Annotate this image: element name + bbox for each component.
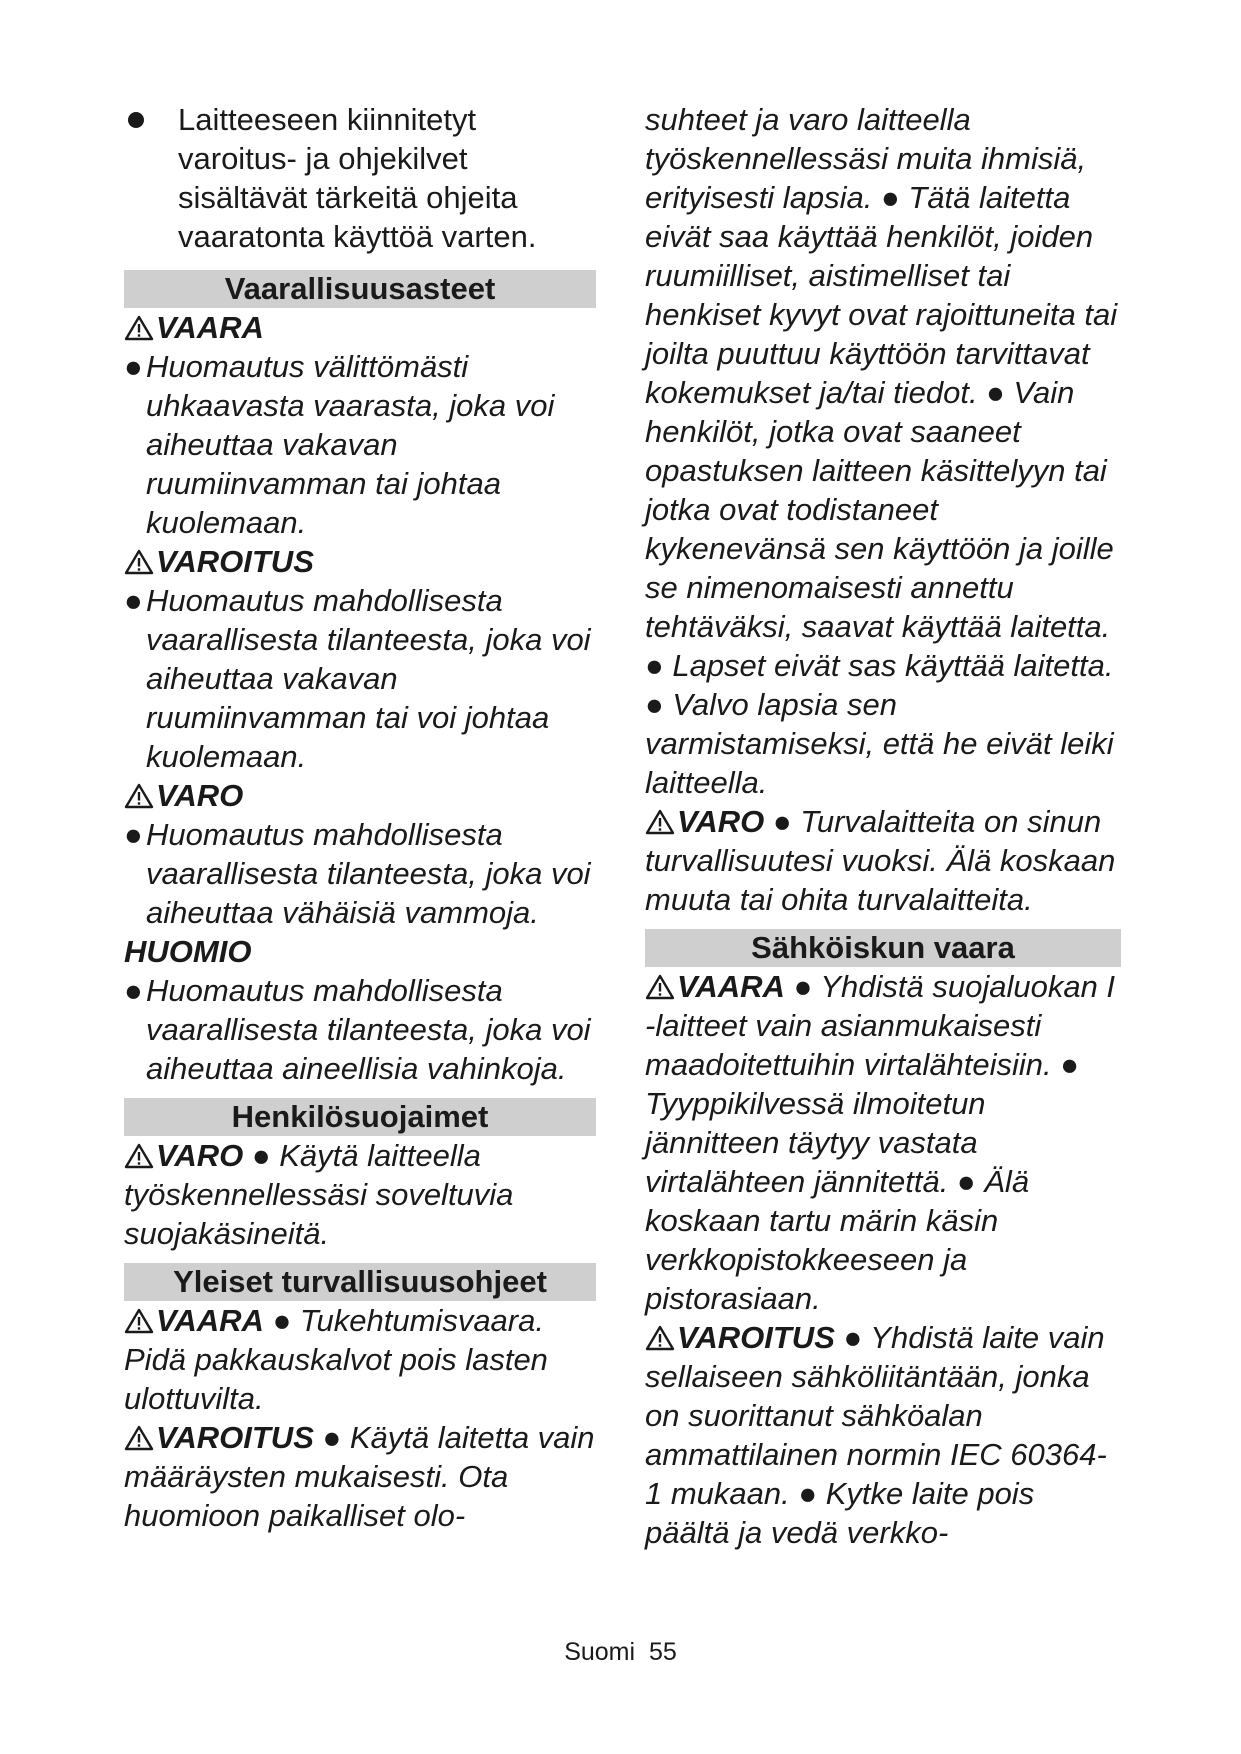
left-column (124, 100, 596, 1535)
vaara-description: ● Huomautus välittömästi uhkaavasta vaarasta, joka voi aiheuttaa vakavan ruumiinvamman tai johtaa kuolemaan. (124, 349, 555, 540)
shock-varoitus-paragraph: VAROITUS ● Yhdistä laite vain sellaiseen sähköliitäntään, jonka on suorittanut sähköalan ammattilainen normin IEC 60364-1 mukaan. ● Kytke laite pois päältä ja vedä verkko- (645, 1320, 1107, 1550)
signal-varo: VARO (124, 776, 596, 815)
page-footer (0, 1637, 1241, 1667)
bullet-icon (128, 112, 144, 128)
right-column (645, 100, 1121, 1552)
warning-triangle-icon (124, 315, 154, 341)
continued-paragraph: suhteet ja varo laitteella työskennellessäsi muita ihmisiä, erityisesti lapsia. ● Tätä laitetta eivät saa käyttää henkilöt, joiden ruumiilliset, aistimelliset tai henkiset kyvyt ovat rajoittuneita tai joilta puuttuu käyttöön tarvittavat kokemukset ja/tai tiedot. ● Vain henkilöt, jotka ovat saaneet opastuksen laitteen käsittelyyn tai jotka ovat todistaneet kykenevänsä sen käyttöön ja joille se nimenomaisesti annettu tehtäväksi, saavat käyttää laitetta. ● Lapset eivät sas käyttää laitetta. ● Valvo lapsia sen varmistamiseksi, että he eivät leiki laitteella. (645, 102, 1118, 800)
warning-triangle-icon (645, 809, 675, 835)
intro-paragraph: Laitteeseen kiinnitetyt varoitus- ja ohjekilvet sisältävät tärkeitä ohjeita vaaratonta käyttöä varten. (124, 100, 596, 256)
warning-triangle-icon (124, 1143, 154, 1169)
signal-vaara: VAARA (124, 308, 596, 347)
page-number: 55 (648, 1638, 677, 1666)
shock-vaara-paragraph: VAARA ● Yhdistä suojaluokan I -laitteet vain asianmukaisesti maadoitettuihin virtalähteisiin. ● Tyyppikilvessä ilmoitetun jännitteen täytyy vastata virtalähteen jännitettä. ● Älä koskaan tartu märin käsin verkkopistokkeeseen ja pistorasiaan. (645, 969, 1116, 1316)
warning-triangle-icon (124, 549, 154, 575)
warning-triangle-icon (124, 1425, 154, 1451)
heading-ppe: Henkilösuojaimet (124, 1098, 596, 1136)
heading-general-safety: Yleiset turvallisuusohjeet (124, 1263, 596, 1301)
general-varoitus-paragraph: VAROITUS ● Käytä laitetta vain määräysten mukaisesti. Ota huomioon paikalliset olo- (124, 1420, 595, 1533)
heading-electric-shock: Sähköiskun vaara (645, 929, 1121, 967)
signal-huomio: HUOMIO (124, 934, 252, 969)
warning-triangle-icon (645, 974, 675, 1000)
right-varo-paragraph: VARO ● Turvalaitteita on sinun turvallisuutesi vuoksi. Älä koskaan muuta tai ohita turvalaitteita. (645, 804, 1116, 917)
ppe-paragraph: VARO ● Käytä laitteella työskennellessäsi soveltuvia suojakäsineitä. (124, 1138, 514, 1251)
huomio-description: ● Huomautus mahdollisesta vaarallisesta tilanteesta, joka voi aiheuttaa aineellisia vahinkoja. (124, 973, 591, 1086)
warning-triangle-icon (645, 1325, 675, 1351)
varo-description: ● Huomautus mahdollisesta vaarallisesta tilanteesta, joka voi aiheuttaa vähäisiä vammoja. (124, 817, 591, 930)
footer-language: Suomi (564, 1638, 636, 1666)
varoitus-description: ● Huomautus mahdollisesta vaarallisesta tilanteesta, joka voi aiheuttaa vakavan ruumiinvamman tai voi johtaa kuolemaan. (124, 583, 591, 774)
warning-triangle-icon (124, 783, 154, 809)
general-vaara-paragraph: VAARA ● Tukehtumisvaara. Pidä pakkauskalvot pois lasten ulottuvilta. (124, 1303, 548, 1416)
heading-hazard-levels: Vaarallisuusasteet (124, 270, 596, 308)
signal-varoitus: VAROITUS (124, 542, 596, 581)
warning-triangle-icon (124, 1308, 154, 1334)
